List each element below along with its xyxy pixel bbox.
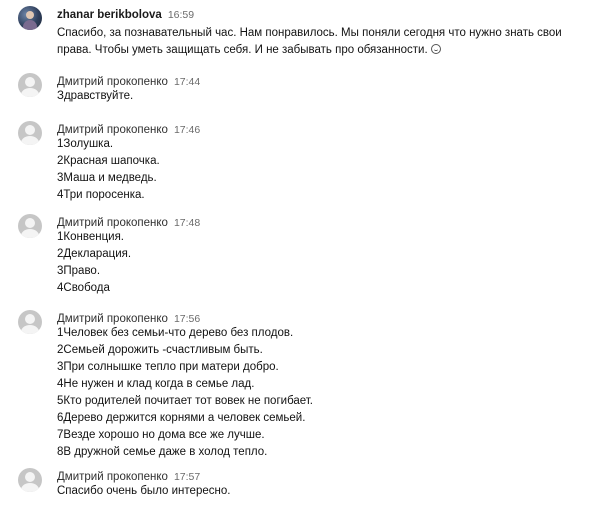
author-name[interactable]: Дмитрий прокопенко xyxy=(57,313,168,325)
comment-line: Здравствуйте. xyxy=(57,90,134,102)
comment-line: 4Свобода xyxy=(57,282,110,294)
comment-line: 6Дерево держится корнями а человек семьей. xyxy=(57,412,306,424)
timestamp: 17:56 xyxy=(173,313,201,325)
comment-header xyxy=(57,76,200,88)
comment-header xyxy=(57,313,200,325)
comment-line: 8В дружной семье даже в холод тепло. xyxy=(57,446,268,458)
comment-line: 1Человек без семьи-что дерево без плодов. xyxy=(57,327,294,339)
timestamp: 16:59 xyxy=(167,9,195,21)
comment-line: 5Кто родителей почитает тот вовек не погибает. xyxy=(57,395,313,407)
comment-line: 2Красная шапочка. xyxy=(57,155,160,167)
avatar[interactable] xyxy=(18,468,42,492)
comment-line: 3При солнышке тепло при матери добро. xyxy=(57,361,279,373)
comment-line: права. Чтобы уметь защищать себя. И не забывать про обязанности. xyxy=(57,44,428,56)
comment-text xyxy=(57,25,562,59)
comment-header xyxy=(57,217,200,229)
comment-text xyxy=(57,483,230,500)
comment-text xyxy=(57,88,133,105)
author-name[interactable]: Дмитрий прокопенко xyxy=(57,471,168,483)
comment-header xyxy=(57,9,194,21)
timestamp: 17:46 xyxy=(173,124,201,136)
comment-line: 4Три поросенка. xyxy=(57,189,145,201)
comment-text xyxy=(57,325,313,461)
comment-line: 2Декларация. xyxy=(57,248,132,260)
author-name[interactable]: Дмитрий прокопенко xyxy=(57,217,168,229)
comment-line: 3Маша и медведь. xyxy=(57,172,157,184)
avatar[interactable] xyxy=(18,310,42,334)
avatar[interactable] xyxy=(18,214,42,238)
timestamp: 17:57 xyxy=(173,471,201,483)
comment-line: 3Право. xyxy=(57,265,101,277)
smile-icon xyxy=(431,44,441,54)
timestamp: 17:48 xyxy=(173,217,201,229)
comment-line: 1Конвенция. xyxy=(57,231,125,243)
avatar[interactable] xyxy=(18,73,42,97)
comment-line-wrap xyxy=(57,42,562,59)
timestamp: 17:44 xyxy=(173,76,201,88)
avatar[interactable] xyxy=(18,6,42,30)
comment-line: 2Семьей дорожить -счастливым быть. xyxy=(57,344,263,356)
comment-line: 1Золушка. xyxy=(57,138,114,150)
comment-line: Спасибо очень было интересно. xyxy=(57,485,231,497)
author-name[interactable]: Дмитрий прокопенко xyxy=(57,76,168,88)
avatar[interactable] xyxy=(18,121,42,145)
comment-line: Спасибо, за познавательный час. Нам понравилось. Мы поняли сегодня что нужно знать свои xyxy=(57,27,562,39)
comment-text xyxy=(57,136,160,204)
comment-text xyxy=(57,229,131,297)
author-name[interactable]: Дмитрий прокопенко xyxy=(57,124,168,136)
comment-header xyxy=(57,124,200,136)
comment-line: 4Не нужен и клад когда в семье лад. xyxy=(57,378,255,390)
comment-line: 7Везде хорошо но дома все же лучше. xyxy=(57,429,265,441)
author-name[interactable]: zhanar berikbolova xyxy=(57,9,162,21)
comment-header xyxy=(57,471,200,483)
